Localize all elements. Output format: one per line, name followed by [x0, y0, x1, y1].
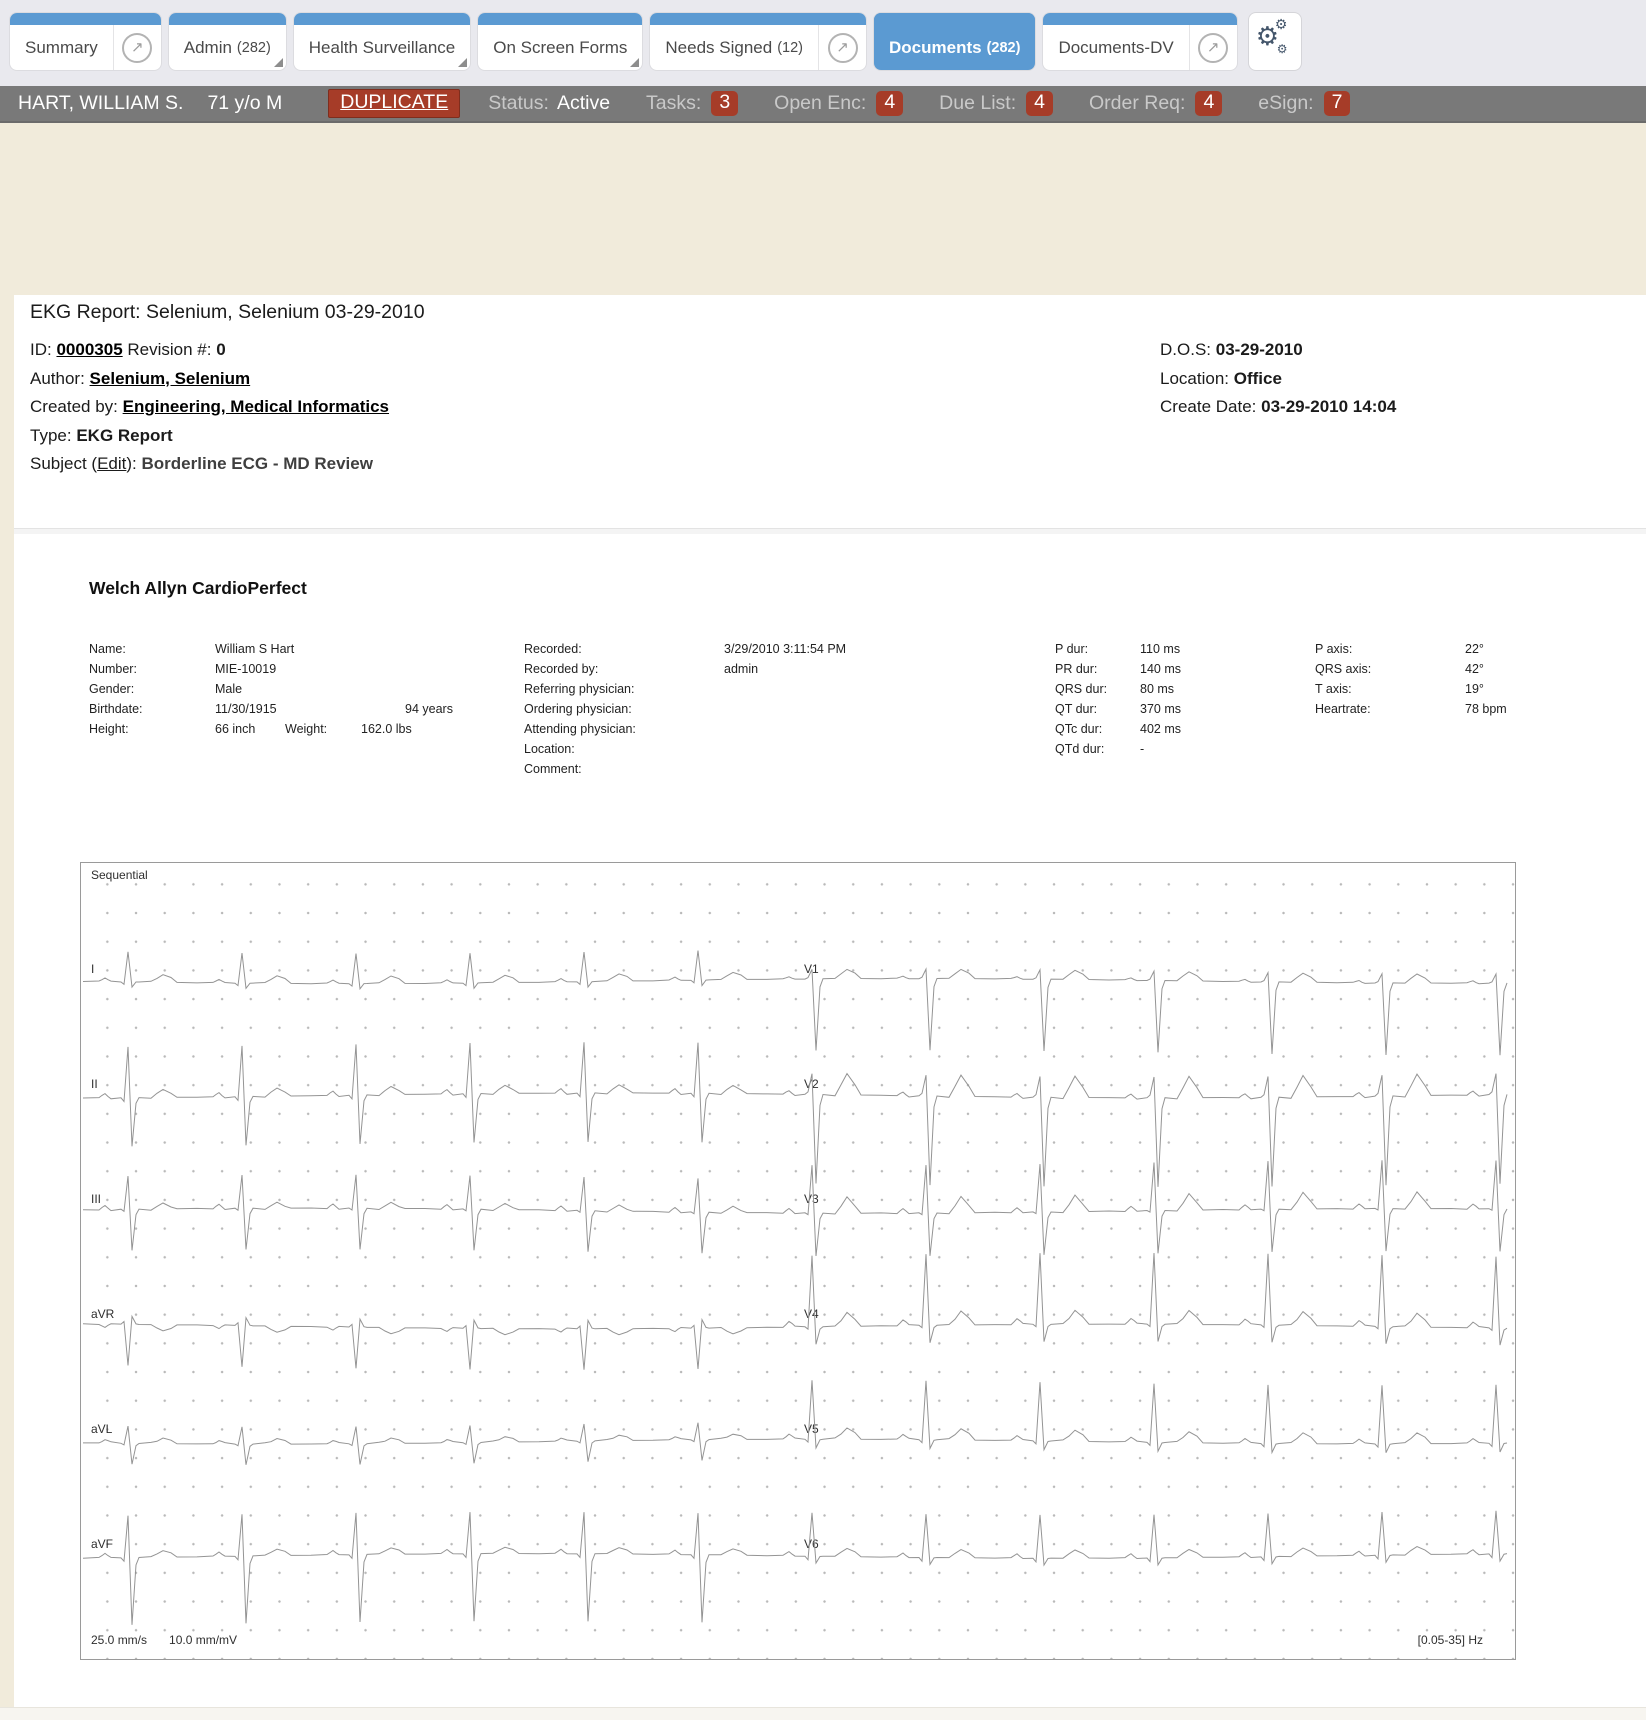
info-row [524, 702, 846, 722]
counter-badge-due-list[interactable]: 4 [1026, 91, 1053, 116]
status-value: Active [556, 92, 611, 114]
created-by-label: Created by: [30, 397, 118, 416]
tab-needs-signed[interactable] [650, 13, 866, 70]
info-label: Attending physician: [524, 722, 636, 736]
ecg-filter-label: [0.05-35] Hz [1417, 1633, 1483, 1647]
info-label: Referring physician: [524, 682, 635, 696]
page-bottom-strip [0, 1707, 1646, 1720]
settings-gear-button[interactable] [1249, 13, 1301, 70]
document-panel [14, 295, 1646, 1707]
tab-count-badge: (282) [986, 39, 1021, 56]
info-label: Name: [89, 642, 126, 656]
tab-summary[interactable] [10, 13, 161, 70]
tab-on-screen-forms[interactable] [478, 13, 642, 70]
patient-name: HART, WILLIAM S. [18, 92, 184, 114]
ecg-trace-avf-v6 [83, 1511, 1507, 1625]
ecg-lead-label-v2: V2 [804, 1077, 819, 1091]
document-meta-left [30, 336, 389, 479]
info-value: 66 inch [215, 722, 256, 736]
info-label: QTc dur: [1055, 722, 1103, 736]
counter-label-order-req: Order Req: [1088, 92, 1186, 114]
info-row [89, 642, 453, 662]
info-label: Birthdate: [89, 702, 143, 716]
header-separator [14, 528, 1646, 534]
location-line [1160, 365, 1396, 394]
info-row [1055, 682, 1181, 702]
info-value: Male [215, 682, 243, 696]
tab-accent-cap [169, 13, 286, 25]
info-row [1055, 662, 1181, 682]
info-value: 110 ms [1140, 642, 1181, 656]
gear-icon: ⚙ [1274, 17, 1288, 33]
info-row [524, 762, 846, 782]
tab-inner [169, 25, 286, 70]
tab-inner [650, 25, 866, 70]
ecg-lead-label-avl: aVL [91, 1422, 113, 1436]
info-row [524, 722, 846, 742]
counter-badge-tasks[interactable]: 3 [711, 91, 738, 116]
document-author-line [30, 365, 389, 394]
ecg-trace-avl-v5 [83, 1380, 1507, 1465]
report-vendor-title: Welch Allyn CardioPerfect [89, 578, 307, 598]
info-row [89, 662, 453, 682]
info-row [1055, 702, 1181, 722]
document-type-line [30, 422, 389, 451]
id-label: ID: [30, 340, 52, 359]
patient-header-bar [0, 86, 1646, 123]
report-patient-info-column [89, 642, 453, 742]
document-id-line [30, 336, 389, 365]
ecg-lead-label-avf: aVF [91, 1537, 114, 1551]
author-link[interactable]: Selenium, Selenium [89, 368, 251, 388]
ecg-lead-label-iii: III [91, 1192, 102, 1206]
info-extra-label: Weight: [285, 722, 328, 736]
tab-label: Admin (282) [183, 37, 271, 57]
subject-label-suffix: ): [126, 454, 137, 473]
info-row [1055, 742, 1181, 762]
info-row [89, 702, 453, 722]
ecg-trace-avr-v4 [83, 1253, 1507, 1370]
create-date-label: Create Date: [1160, 397, 1257, 416]
tab-documents[interactable] [874, 13, 1035, 70]
ecg-lead-label-ii: II [91, 1077, 98, 1091]
location-value: Office [1233, 368, 1282, 388]
ecg-speed-label: 25.0 mm/s [91, 1633, 148, 1647]
counter-label-open-enc: Open Enc: [774, 92, 867, 114]
revision-value: 0 [216, 340, 226, 359]
gear-icon: ⚙ [1276, 42, 1288, 56]
revision-label: Revision #: [127, 340, 212, 359]
ecg-lead-label-v5: V5 [804, 1422, 819, 1436]
document-meta-right [1160, 336, 1396, 422]
info-row [1055, 722, 1181, 742]
counter-badge-esign[interactable]: 7 [1324, 91, 1351, 116]
tab-label: Documents (282) [889, 37, 1021, 57]
info-label: Height: [89, 722, 129, 736]
info-value: 140 ms [1140, 662, 1181, 676]
info-value: 3/29/2010 3:11:54 PM [724, 642, 847, 656]
tab-inner [478, 25, 642, 70]
document-createdby-line [30, 393, 389, 422]
info-label: QRS axis: [1315, 662, 1372, 676]
info-row [1315, 642, 1507, 662]
author-label: Author: [30, 368, 85, 388]
tab-label: Needs Signed (12) [665, 37, 804, 57]
ecg-chart [80, 862, 1516, 1660]
create-date-value: 03-29-2010 14:04 [1261, 397, 1397, 416]
info-label: QT dur: [1055, 702, 1098, 716]
tab-label: Summary [25, 37, 98, 57]
report-axes-column [1315, 642, 1507, 722]
info-value: William S Hart [215, 642, 295, 656]
counter-label-tasks: Tasks: [646, 92, 702, 114]
ecg-trace-iii-v3 [83, 1160, 1507, 1256]
tab-inner [1043, 25, 1236, 70]
duplicate-flag-link[interactable]: DUPLICATE [328, 89, 460, 118]
info-row [524, 662, 846, 682]
dropdown-corner-icon [458, 58, 467, 67]
info-label: Ordering physician: [524, 702, 632, 716]
tab-accent-cap [874, 13, 1035, 25]
tab-admin[interactable] [169, 13, 286, 70]
location-label: Location: [1160, 368, 1229, 388]
tab-inner [294, 25, 470, 70]
dropdown-corner-icon [630, 58, 639, 67]
dos-line [1160, 336, 1396, 365]
info-value: 42° [1465, 662, 1484, 676]
info-row [1055, 642, 1181, 662]
patient-age-sex: 71 y/o M [207, 92, 283, 114]
tab-bar [0, 0, 1646, 86]
info-row [524, 682, 846, 702]
info-label: QRS dur: [1055, 682, 1108, 696]
report-intervals-column [1055, 642, 1181, 762]
patient-counters [610, 91, 1350, 116]
ecg-lead-label-v6: V6 [804, 1537, 819, 1551]
info-value: 19° [1465, 682, 1484, 696]
tab-accent-cap [478, 13, 642, 25]
status-label: Status: [488, 92, 549, 114]
tab-count-badge: (282) [236, 39, 271, 56]
tab-external-section[interactable] [818, 25, 866, 70]
ecg-trace-i-v1 [83, 951, 1507, 1056]
info-value: 402 ms [1140, 722, 1181, 736]
info-row [1315, 702, 1507, 722]
tab-external-section[interactable] [1189, 25, 1237, 70]
tab-label: Documents-DV [1058, 37, 1174, 57]
ecg-scale-labels [91, 1633, 259, 1647]
info-label: Recorded: [524, 642, 582, 656]
info-value: - [1140, 742, 1145, 756]
gear-icon: ⚙ [1255, 22, 1280, 52]
tab-accent-cap [294, 13, 470, 25]
info-extra-value: 94 years [405, 702, 453, 716]
info-label: T axis: [1315, 682, 1352, 696]
subject-value: Borderline ECG - MD Review [141, 454, 373, 473]
ecg-lead-label-avr: aVR [91, 1307, 115, 1321]
tab-health-surveillance[interactable] [294, 13, 470, 70]
counter-badge-open-enc[interactable]: 4 [876, 91, 903, 116]
tab-label: Health Surveillance [308, 37, 456, 57]
info-value: 78 bpm [1465, 702, 1507, 716]
info-value: MIE-10019 [215, 662, 277, 676]
tab-accent-cap [650, 13, 866, 25]
type-value: EKG Report [76, 425, 173, 445]
ecg-gain-label: 10.0 mm/mV [169, 1633, 238, 1647]
ecg-trace-ii-v2 [83, 1042, 1507, 1187]
external-link-icon: ↗ [122, 33, 152, 63]
dos-label: D.O.S: [1160, 340, 1212, 359]
ecg-mode-label: Sequential [91, 868, 148, 882]
report-recording-info-column [524, 642, 846, 782]
info-label: P axis: [1315, 642, 1353, 656]
info-value: 370 ms [1140, 702, 1181, 716]
info-row [524, 742, 846, 762]
document-subject-line [30, 450, 389, 479]
info-label: Recorded by: [524, 662, 599, 676]
info-label: Number: [89, 662, 137, 676]
dropdown-corner-icon [274, 58, 283, 67]
info-value: 11/30/1915 [215, 702, 277, 716]
counter-badge-order-req[interactable]: 4 [1195, 91, 1222, 116]
external-link-icon: ↗ [1198, 33, 1228, 63]
info-row [1315, 682, 1507, 702]
info-label: Location: [524, 742, 575, 756]
info-label: P dur: [1055, 642, 1089, 656]
subject-edit-link[interactable]: Edit [97, 454, 127, 473]
counter-label-due-list: Due List: [939, 92, 1017, 114]
info-row [89, 682, 453, 702]
info-label: Heartrate: [1315, 702, 1371, 716]
tab-external-section[interactable] [113, 25, 161, 70]
document-title: EKG Report: Selenium, Selenium 03-29-2010 [30, 301, 425, 323]
info-value: admin [724, 662, 759, 676]
info-extra-value: 162.0 lbs [361, 722, 412, 736]
subject-label: Subject ( [30, 454, 98, 473]
tab-strip [10, 13, 1245, 70]
info-row [89, 722, 453, 742]
tab-documents-dv[interactable] [1043, 13, 1236, 70]
created-by-link[interactable]: Engineering, Medical Informatics [122, 397, 390, 416]
info-label: Comment: [524, 762, 582, 776]
info-label: PR dur: [1055, 662, 1098, 676]
info-row [524, 642, 846, 662]
document-id-link[interactable]: 0000305 [56, 340, 123, 359]
tab-label: On Screen Forms [493, 37, 628, 57]
ecg-traces [81, 863, 1515, 1659]
external-link-icon: ↗ [828, 33, 858, 63]
tab-inner [10, 25, 161, 70]
info-value: 22° [1465, 642, 1484, 656]
ecg-lead-label-v1: V1 [804, 962, 819, 976]
dos-value: 03-29-2010 [1215, 340, 1303, 359]
info-row [1315, 662, 1507, 682]
tab-inner [874, 25, 1035, 70]
info-label: Gender: [89, 682, 135, 696]
tab-count-badge: (12) [777, 39, 804, 56]
tab-accent-cap [1043, 13, 1236, 25]
tab-accent-cap [10, 13, 161, 25]
ecg-lead-label-v3: V3 [804, 1192, 819, 1206]
info-label: QTd dur: [1055, 742, 1105, 756]
type-label: Type: [30, 425, 72, 445]
ecg-lead-label-i: I [91, 962, 95, 976]
ecg-lead-label-v4: V4 [804, 1307, 819, 1321]
counter-label-esign: eSign: [1258, 92, 1314, 114]
create-date-line [1160, 393, 1396, 422]
info-value: 80 ms [1140, 682, 1175, 696]
